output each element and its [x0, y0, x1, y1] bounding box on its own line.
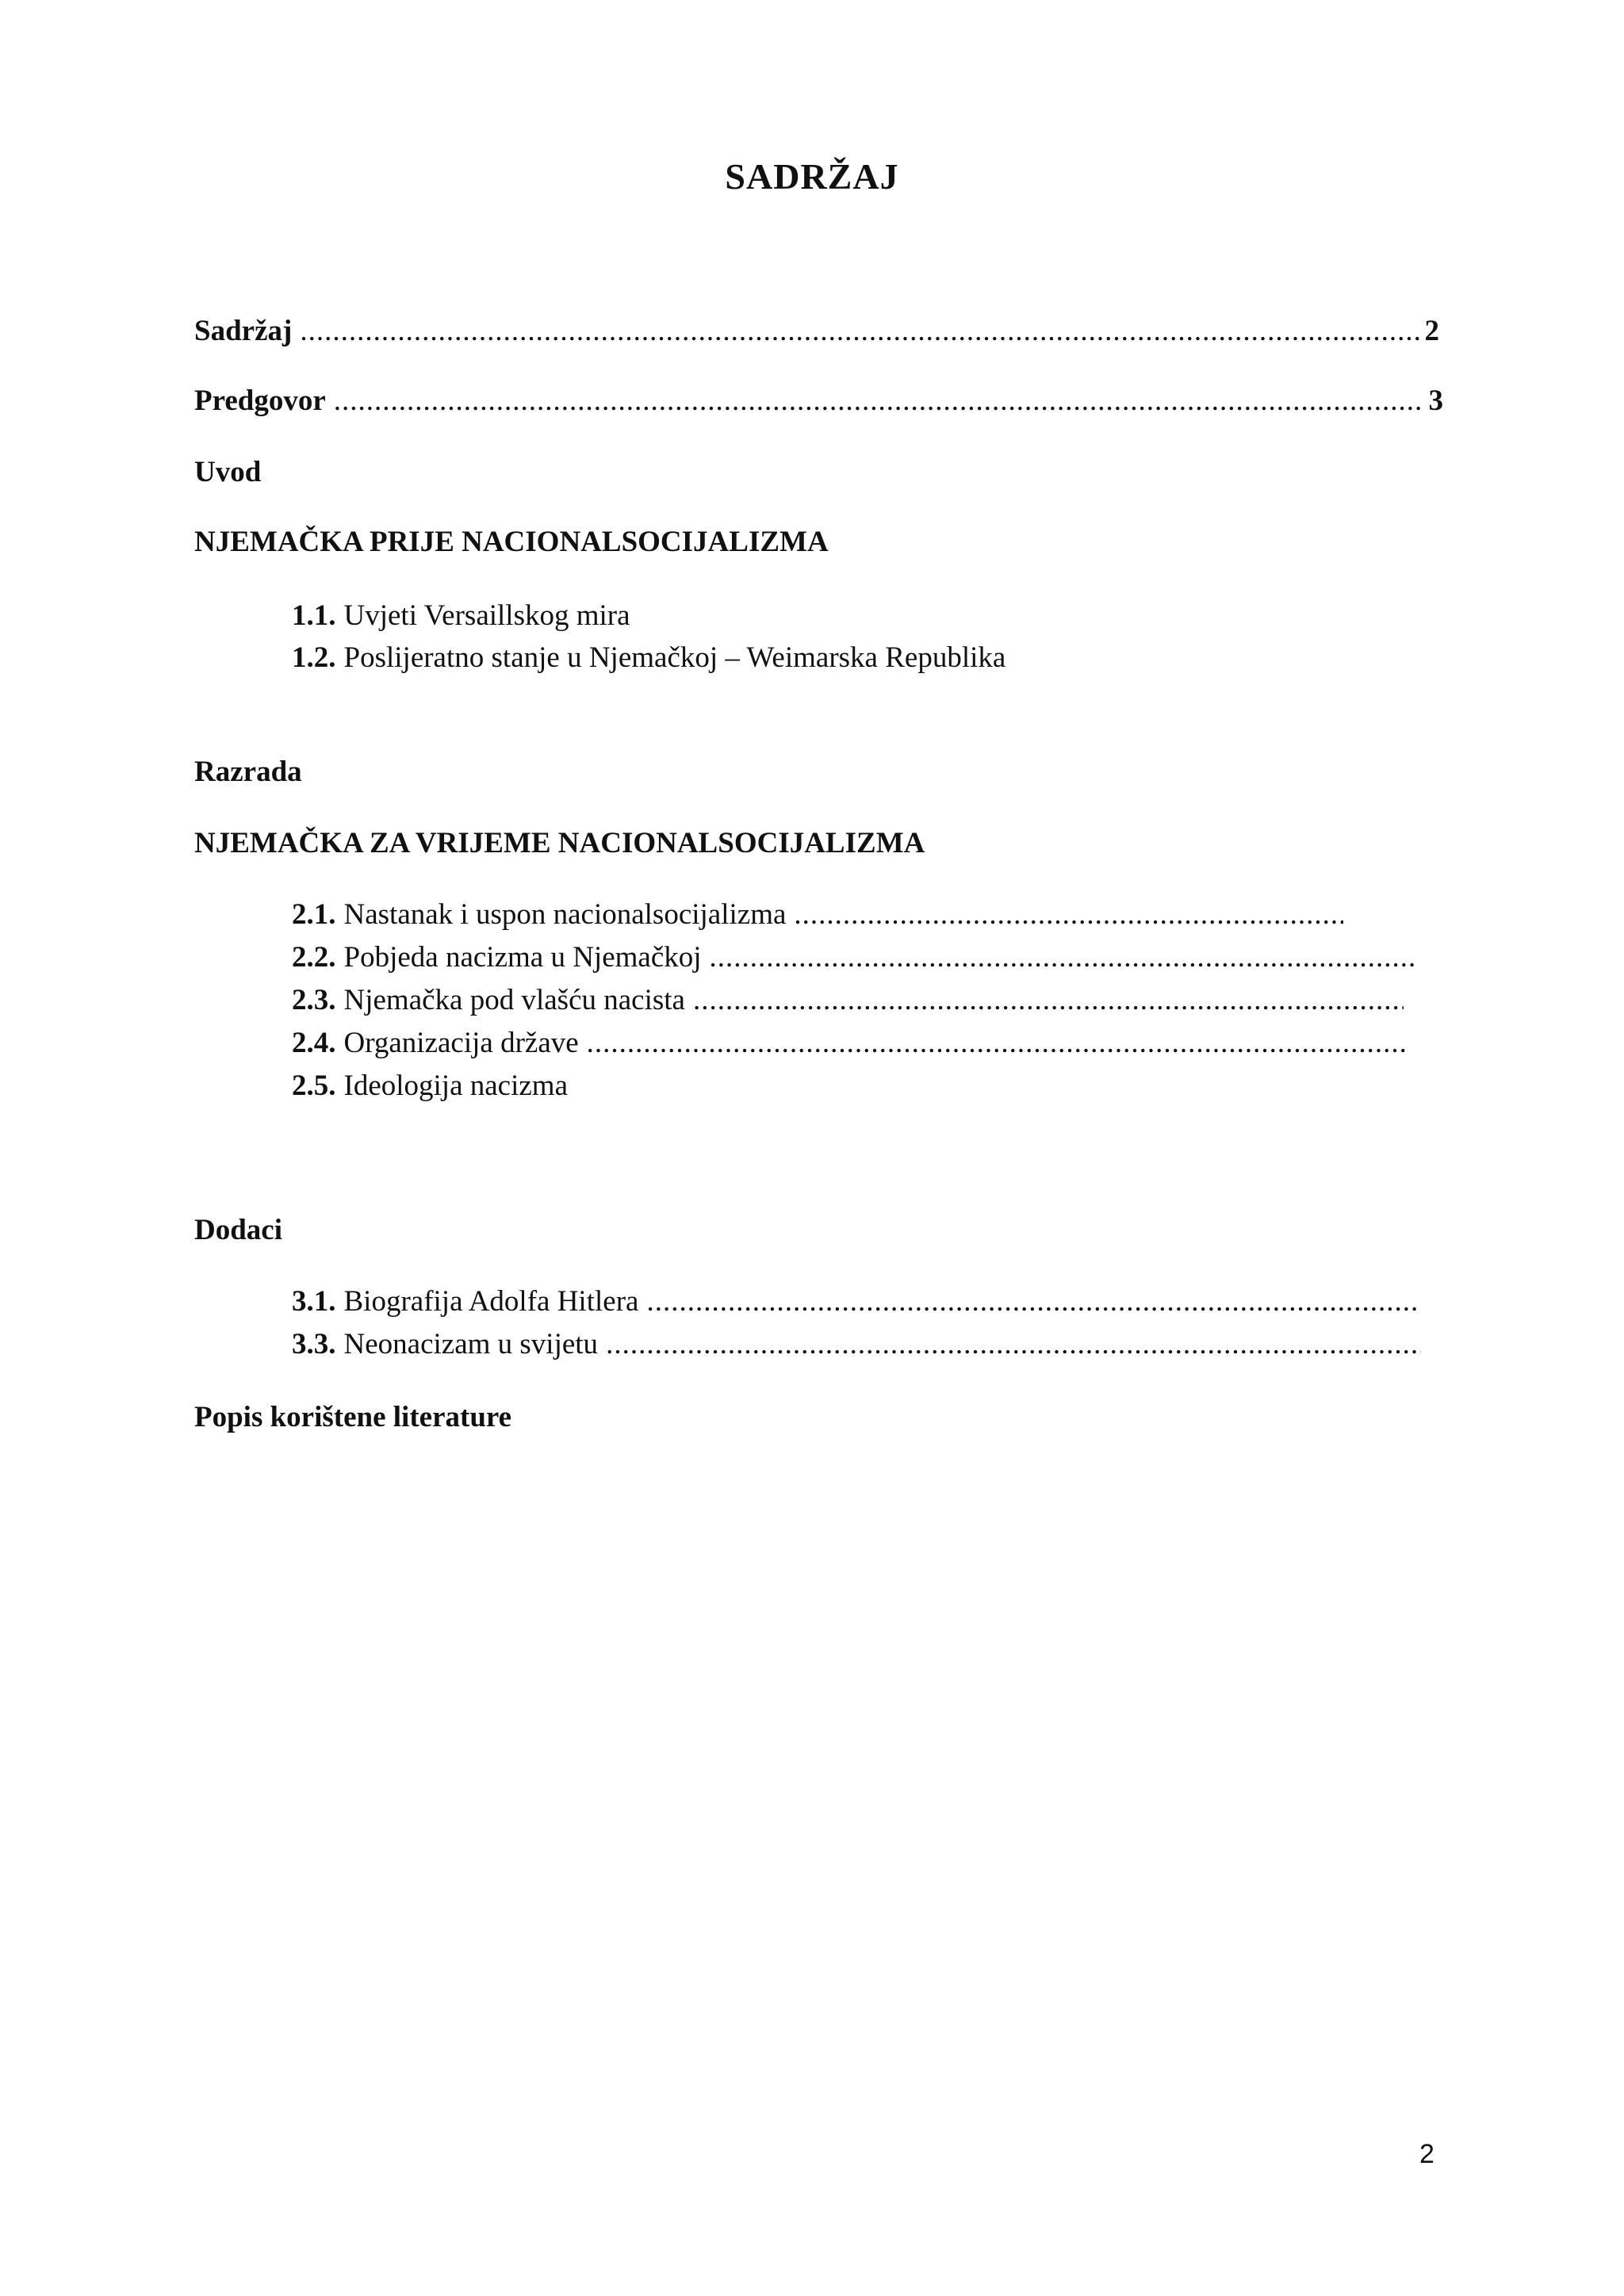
- toc-page-number: 2: [1424, 315, 1439, 347]
- toc-item-number: 2.1.: [292, 898, 336, 931]
- dot-leader: [300, 312, 1419, 350]
- toc-item-2-5[interactable]: [292, 1067, 568, 1105]
- toc-item-number: 1.1.: [292, 599, 336, 632]
- toc-heading-dodaci[interactable]: Dodaci: [194, 1214, 282, 1246]
- toc-item-label: Organizacija države: [343, 1027, 579, 1059]
- dot-leader: [587, 1024, 1407, 1062]
- page-title: SADRŽAJ: [725, 156, 899, 197]
- toc-item-number: 2.5.: [292, 1070, 336, 1102]
- toc-item-label: Nastanak i uspon nacionalsocijalizma: [343, 898, 787, 931]
- toc-heading-uvod[interactable]: Uvod: [194, 456, 262, 488]
- toc-item-number: 2.2.: [292, 941, 336, 974]
- toc-item-label: Uvjeti Versaillskog mira: [343, 599, 630, 632]
- toc-item-label: Pobjeda nacizma u Njemačkoj: [343, 941, 702, 974]
- toc-entry-sadrzaj[interactable]: [194, 312, 1439, 350]
- dot-leader: [334, 382, 1424, 420]
- toc-heading-razrada[interactable]: Razrada: [194, 756, 302, 788]
- toc-page-number: 3: [1428, 385, 1443, 417]
- dot-leader: [794, 896, 1343, 934]
- dot-leader: [693, 982, 1404, 1020]
- toc-entry-predgovor[interactable]: [194, 382, 1443, 420]
- toc-item-1-1[interactable]: [292, 597, 630, 635]
- toc-item-number: 3.1.: [292, 1285, 336, 1318]
- toc-item-2-1[interactable]: [292, 896, 1348, 934]
- toc-heading-literatura[interactable]: Popis korištene literature: [194, 1401, 512, 1433]
- toc-item-number: 2.3.: [292, 984, 336, 1016]
- toc-item-number: 2.4.: [292, 1027, 336, 1059]
- toc-section-heading[interactable]: NJEMAČKA PRIJE NACIONALSOCIJALIZMA: [194, 526, 829, 558]
- toc-item-3-1[interactable]: [292, 1283, 1424, 1321]
- toc-item-number: 1.2.: [292, 641, 336, 674]
- toc-item-3-3[interactable]: [292, 1326, 1426, 1364]
- toc-entry-label: Predgovor: [194, 385, 326, 417]
- toc-entry-label: Sadržaj: [194, 315, 293, 347]
- page-number: 2: [1419, 2139, 1434, 2169]
- dot-leader: [646, 1283, 1419, 1321]
- toc-item-label: Biografija Adolfa Hitlera: [343, 1285, 639, 1318]
- toc-item-2-2[interactable]: [292, 939, 1419, 977]
- dot-leader: [606, 1326, 1421, 1364]
- toc-item-2-4[interactable]: [292, 1024, 1411, 1062]
- dot-leader: [710, 939, 1415, 977]
- toc-item-label: Poslijeratno stanje u Njemačkoj – Weimarska Republika: [343, 641, 1006, 674]
- toc-item-1-2[interactable]: [292, 639, 1005, 677]
- toc-item-number: 3.3.: [292, 1328, 336, 1360]
- toc-section-heading[interactable]: NJEMAČKA ZA VRIJEME NACIONALSOCIJALIZMA: [194, 827, 925, 859]
- toc-item-label: Neonacizam u svijetu: [343, 1328, 599, 1360]
- toc-item-label: Njemačka pod vlašću nacista: [343, 984, 685, 1016]
- toc-item-label: Ideologija nacizma: [343, 1070, 569, 1102]
- toc-item-2-3[interactable]: [292, 982, 1408, 1020]
